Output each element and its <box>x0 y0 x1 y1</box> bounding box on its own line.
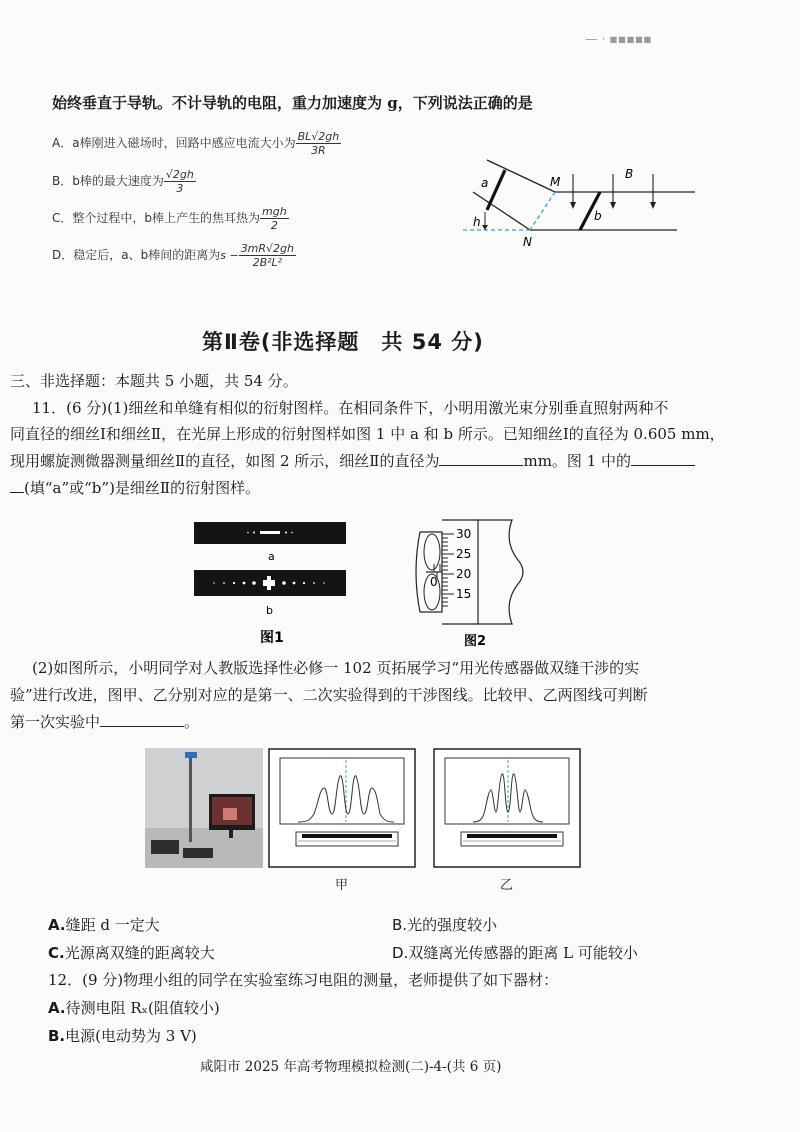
photo-stand-pole <box>189 754 192 842</box>
option-text: 整个过程中，b棒上产生的焦耳热为 <box>72 211 261 225</box>
fraction-denominator: 3 <box>176 182 184 195</box>
q11-part2-line3-end: 。 <box>184 713 200 731</box>
b-field-arrowhead <box>610 202 616 209</box>
option-text: 光的强度较小 <box>407 916 498 934</box>
q11-line4-text: (填“a”或“b”)是细丝Ⅱ的衍射图样。 <box>24 479 261 497</box>
sleeve-curve <box>424 534 440 570</box>
q11-line3-text: 现用螺旋测微器测量细丝Ⅱ的直径，如图 2 所示，细丝Ⅱ的直径为 <box>10 452 440 470</box>
label-a: a <box>481 176 489 190</box>
option-text: a棒刚进入磁场时，回路中感应电流大小为 <box>72 136 296 150</box>
photo-light-source <box>185 752 197 758</box>
fraction-numerator: BL√2gh <box>297 130 340 143</box>
graph-plot-area <box>280 758 404 824</box>
fringe-dot <box>313 582 315 584</box>
b-field-arrowhead <box>570 202 576 209</box>
item-label: B. <box>48 1027 66 1045</box>
fraction-denominator: 2 <box>270 219 278 232</box>
thimble-label: 25 <box>456 547 472 561</box>
pattern-a-central-fringe <box>260 531 280 534</box>
item-text: 电源(电动势为 3 V) <box>65 1027 197 1045</box>
q11-part2-line3 <box>10 711 199 733</box>
fringe-dot <box>247 532 249 534</box>
lower-incline-rail <box>473 192 530 230</box>
pattern-b-label: b <box>266 604 273 617</box>
graph-jia <box>268 748 416 872</box>
graph-yi <box>433 748 581 872</box>
scale-bar-fill <box>467 834 557 838</box>
fringe-dot <box>233 582 235 584</box>
item-text: 待测电阻 Rₓ(阻值较小) <box>65 999 220 1017</box>
figure1-caption: 图1 <box>260 630 284 646</box>
label-m: M <box>550 175 561 189</box>
graph-plot-area <box>445 758 569 824</box>
q11-part2-line3-text: 第一次实验中 <box>10 713 101 731</box>
q11-part2-line2: 验”进行改进，图甲、乙分别对应的是第一、二次实验得到的干涉图线。比较甲、乙两图线可判断 <box>10 686 648 704</box>
q11-part2-line1: (2)如图所示，小明同学对人教版选择性必修一 102 页拓展学习“用光传感器做双缝干涉的实 <box>32 659 640 677</box>
section-intro: 三、非选择题：本题共 5 小题，共 54 分。 <box>10 372 298 390</box>
option-text: b棒的最大速度为 <box>72 174 164 188</box>
fringe-dot <box>252 581 256 585</box>
thimble-label: 20 <box>456 567 472 581</box>
b-field-arrowhead <box>650 202 656 209</box>
q10-option-c[interactable] <box>52 205 289 232</box>
figure1-diffraction <box>190 518 350 652</box>
rod-a <box>487 170 505 210</box>
apparatus-photo <box>145 748 263 868</box>
q12-item-b <box>48 1025 197 1047</box>
answer-blank-pattern[interactable] <box>631 451 695 466</box>
option-label: D. <box>392 944 409 962</box>
photo-screen-graph <box>223 808 237 820</box>
q10-stem-tail: 始终垂直于导轨。不计导轨的电阻，重力加速度为 g，下列说法正确的是 <box>52 94 533 112</box>
option-label: D． <box>52 248 74 262</box>
figure2-caption: 图2 <box>464 634 487 649</box>
fraction <box>260 205 289 232</box>
option-label: A. <box>48 916 66 934</box>
page-footer: 咸阳市 2025 年高考物理模拟检测(二)-4-(共 6 页) <box>200 1059 502 1075</box>
q10-option-a[interactable] <box>52 130 341 157</box>
answer-blank-diameter[interactable] <box>439 451 523 466</box>
answer-blank-interference[interactable] <box>100 712 184 727</box>
fringe-dot <box>213 582 214 583</box>
q11-line2: 同直径的细丝Ⅰ和细丝Ⅱ，在光屏上形成的衍射图样如图 1 中 a 和 b 所示。已知细丝Ⅰ的直径为 0.605 mm， <box>10 425 725 443</box>
q11-line1: 11．(6 分)(1)细丝和单缝有相似的衍射图样。在相同条件下，小明用激光束分别垂直照射两种不 <box>32 399 669 417</box>
fringe-dot <box>223 582 225 584</box>
label-rod-b: b <box>594 209 602 223</box>
pattern-b-central-fringe <box>267 576 271 590</box>
scale-bar-fill <box>302 834 392 838</box>
thimble-label: 30 <box>456 527 472 541</box>
q11-option-a[interactable] <box>48 914 160 936</box>
q11-line3-text-b: mm。图 1 中的 <box>523 452 632 470</box>
fringe-dot <box>303 582 305 584</box>
q10-rail-figure <box>455 150 705 250</box>
graph-jia-label: 甲 <box>335 878 349 893</box>
q11-option-d[interactable] <box>392 942 638 964</box>
thimble-label: 15 <box>456 587 472 601</box>
label-n: N <box>523 235 532 249</box>
fringe-dot <box>243 582 246 585</box>
mn-boundary <box>530 192 555 230</box>
option-prefix: s − <box>220 249 239 262</box>
fraction-numerator: 3mR√2gh <box>240 242 295 255</box>
fraction <box>296 130 342 157</box>
q11-line4 <box>10 477 260 499</box>
q11-option-c[interactable] <box>48 942 215 964</box>
fringe-dot <box>282 581 286 585</box>
photo-monitor-stand <box>229 830 233 838</box>
option-label: B． <box>52 174 73 188</box>
graph-yi-label: 乙 <box>500 878 514 893</box>
fraction-denominator: 2B²L² <box>252 256 283 269</box>
fraction-denominator: 3R <box>311 144 326 157</box>
pattern-a-label: a <box>268 550 275 563</box>
label-h: h <box>473 215 481 229</box>
option-label: A． <box>52 136 73 150</box>
option-text: 缝距 d 一定大 <box>65 916 160 934</box>
option-text: 双缝离光传感器的距离 L 可能较小 <box>408 944 638 962</box>
option-label: B. <box>392 916 408 934</box>
q10-option-b[interactable] <box>52 168 196 195</box>
header-marks: — · ▪▪▪▪▪ <box>585 31 652 46</box>
photo-sensor-box <box>151 840 179 854</box>
zero-mark: 0 <box>430 575 438 589</box>
fringe-dot <box>285 532 287 534</box>
q11-line3 <box>10 450 695 472</box>
thimble-right <box>478 520 523 624</box>
fringe-dot <box>253 532 255 534</box>
fraction-numerator: √2gh <box>165 168 194 181</box>
fraction <box>164 168 196 195</box>
item-label: A. <box>48 999 66 1017</box>
q11-option-b[interactable] <box>392 914 497 936</box>
fringe-dot <box>293 582 296 585</box>
option-label: C． <box>52 211 73 225</box>
label-field-b: B <box>625 167 634 181</box>
fraction-numerator: mgh <box>262 205 287 218</box>
fringe-dot <box>291 532 293 534</box>
section-title: 第Ⅱ卷(非选择题 共 54 分) <box>202 330 484 354</box>
option-label: C. <box>48 944 65 962</box>
photo-interface-box <box>183 848 213 858</box>
fringe-dot <box>323 582 324 583</box>
q12-item-a <box>48 997 220 1019</box>
option-text: 稳定后，a、b棒间的距离为 <box>73 248 221 262</box>
q12-stem: 12．(9 分)物理小组的同学在实验室练习电阻的测量，老师提供了如下器材： <box>48 971 559 989</box>
figure2-micrometer <box>412 512 547 652</box>
q10-option-d[interactable] <box>52 242 296 269</box>
answer-blank-pattern-cont[interactable] <box>10 478 24 493</box>
h-arrowhead <box>482 225 488 230</box>
option-text: 光源离双缝的距离较大 <box>64 944 215 962</box>
fraction <box>239 242 296 269</box>
